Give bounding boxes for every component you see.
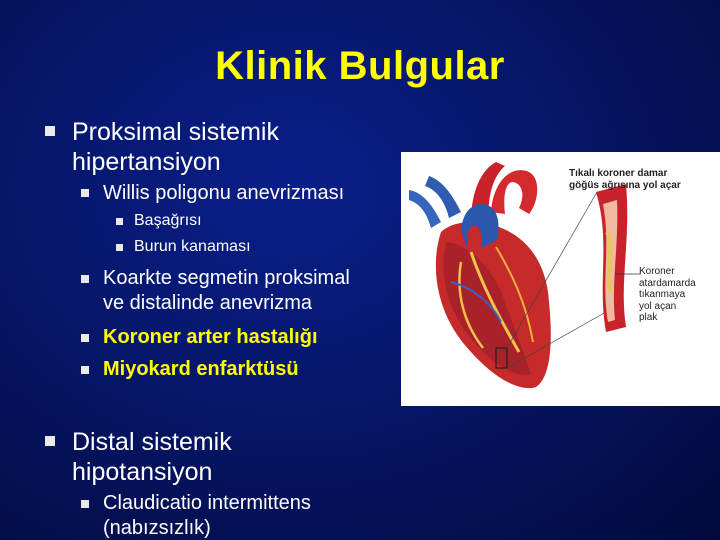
bullet-koarkte-line1: Koarkte segmetin proksimal	[103, 267, 350, 289]
caption-top-line2: göğüs ağrısına yol açar	[569, 179, 681, 191]
bullet-marker	[45, 436, 55, 446]
bullet-marker	[116, 244, 123, 251]
caption-side-line4: yol açan	[639, 300, 677, 312]
bullet-marker	[81, 189, 89, 197]
caption-top-line1: Tıkalı koroner damar	[569, 168, 668, 179]
caption-side-line5: plak	[639, 312, 658, 323]
bullet-claudicatio-line1: Claudicatio intermittens	[103, 492, 311, 514]
bullet-marker	[81, 334, 89, 342]
bullet-distal-line2: hipotansiyon	[72, 458, 213, 486]
bullet-marker	[116, 218, 123, 225]
bullet-marker	[45, 126, 55, 136]
bullet-koarkte-line2: ve distalinde anevrizma	[103, 292, 312, 314]
pulmonary-vein	[409, 190, 441, 228]
bullet-burun: Burun kanaması	[134, 238, 251, 255]
bullet-distal-line1: Distal sistemik	[72, 428, 232, 456]
slide-title: Klinik Bulgular	[215, 44, 505, 88]
heart-illustration	[401, 152, 720, 406]
caption-side-line3: tıkanmaya	[639, 289, 686, 300]
bullet-proksimal-line1: Proksimal sistemik	[72, 118, 279, 146]
bullet-basagrisi: Başağrısı	[134, 212, 202, 229]
bullet-claudicatio-line2: (nabızsızlık)	[103, 517, 211, 539]
bullet-koroner: Koroner arter hastalığı	[103, 326, 318, 348]
figure-caption-top	[569, 168, 681, 191]
bullet-marker	[81, 366, 89, 374]
bullet-miyokard: Miyokard enfarktüsü	[103, 358, 299, 380]
aortic-arch	[491, 170, 537, 214]
bullet-proksimal-line2: hipertansiyon	[72, 148, 221, 176]
bullet-marker	[81, 500, 89, 508]
figure-caption-side	[639, 266, 696, 324]
bullet-willis: Willis poligonu anevrizması	[103, 182, 345, 204]
bullet-marker	[81, 275, 89, 283]
caption-side-line2: atardamarda	[639, 277, 696, 289]
caption-side-line1: Koroner	[639, 266, 675, 277]
